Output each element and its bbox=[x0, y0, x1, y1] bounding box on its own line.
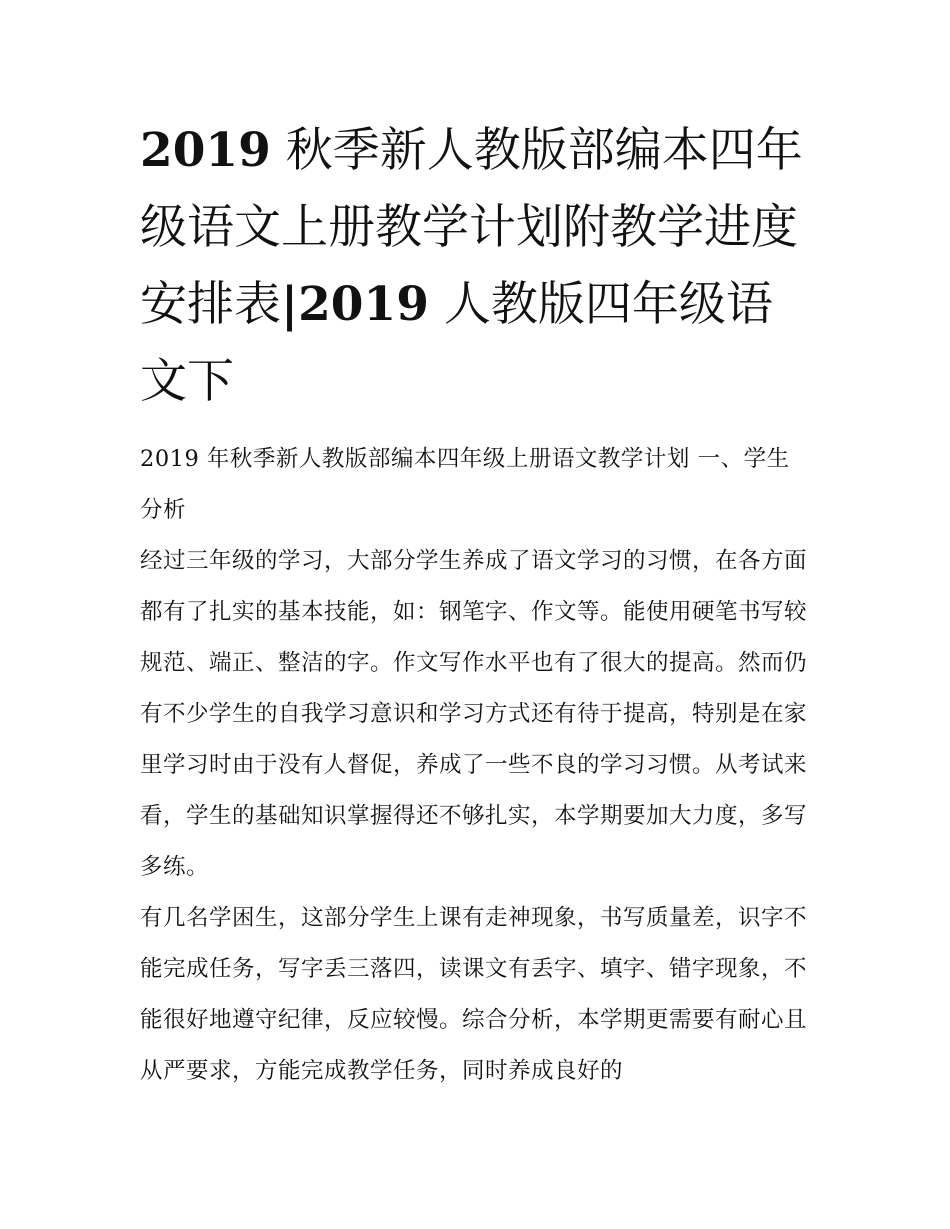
title-separator-year: |2019 bbox=[281, 277, 429, 332]
title-year: 2019 bbox=[140, 123, 271, 178]
paragraph-student-analysis: 经过三年级的学习，大部分学生养成了语文学习的习惯，在各方面都有了扎实的基本技能，如：钢笔字、作文等。能使用硬笔书写较规范、端正、整洁的字。作文写作水平也有了很大的提高。然而仍有不少学生的自我学习意识和学习方式还有待于提高，特别是在家里学习时由于没有人督促，养成了一些不良的学习习惯。从考试来看，学生的基础知识掌握得还不够扎实，本学期要加大力度，多写多练。 bbox=[140, 548, 808, 880]
title-suffix: 人教版四年级语文下 bbox=[140, 277, 773, 409]
document-title bbox=[140, 112, 805, 420]
paragraph-heading: 2019 年秋季新人教版部编本四年级上册语文教学计划 一、学生分析 bbox=[140, 446, 790, 523]
document-body bbox=[140, 112, 820, 1097]
title-main: 秋季新人教版部编本四年级语文上册教学计划附教学进度安排表 bbox=[140, 123, 803, 332]
paragraph-struggling-students: 有几名学困生，这部分学生上课有走神现象，书写质量差，识字不能完成任务，写字丢三落四，读课文有丢字、填字、错字现象，不能很好地遵守纪律，反应较慢。综合分析，本学期更需要有耐心且从严要求，方能完成教学任务，同时养成良好的 bbox=[140, 905, 808, 1084]
